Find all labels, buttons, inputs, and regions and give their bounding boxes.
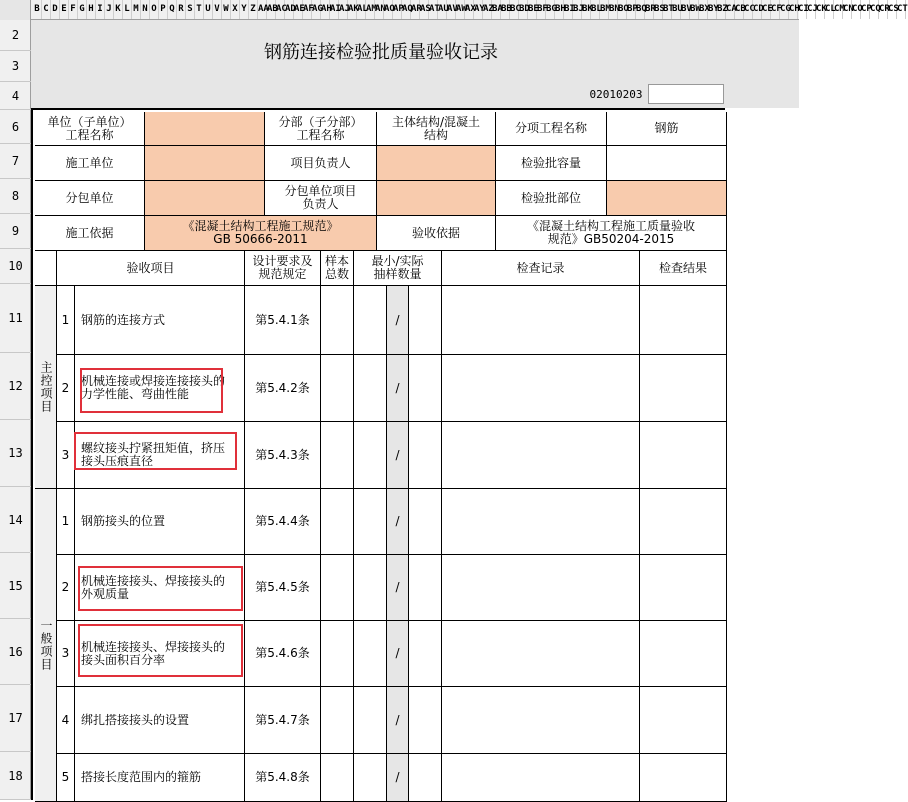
- check-result-cell[interactable]: [640, 489, 727, 555]
- column-letter[interactable]: W: [222, 0, 231, 19]
- inspection-item: 搭接长度范围内的箍筋: [75, 754, 245, 802]
- clause-ref: 第5.4.3条: [245, 422, 321, 489]
- column-letter[interactable]: AK: [348, 0, 357, 19]
- column-letter[interactable]: BJ: [573, 0, 582, 19]
- item-number: 4: [57, 687, 75, 754]
- row-number[interactable]: 14: [0, 487, 31, 553]
- check-result-cell[interactable]: [640, 687, 727, 754]
- column-letter[interactable]: BT: [663, 0, 672, 19]
- slash-separator: /: [387, 555, 409, 621]
- column-letter[interactable]: F: [69, 0, 78, 19]
- division-label: 分部（子分部） 工程名称: [265, 112, 377, 146]
- column-letter[interactable]: I: [96, 0, 105, 19]
- item-number: 3: [57, 422, 75, 489]
- column-letter[interactable]: CN: [843, 0, 852, 19]
- column-letter[interactable]: L: [123, 0, 132, 19]
- contractor-label: 施工单位: [35, 146, 145, 181]
- row-header-bar: [0, 20, 31, 800]
- column-letter[interactable]: CB: [735, 0, 744, 19]
- select-all-corner[interactable]: [0, 0, 31, 20]
- subitem-value[interactable]: 钢筋: [607, 112, 727, 146]
- column-letter[interactable]: AA: [258, 0, 267, 19]
- clause-ref: 第5.4.5条: [245, 555, 321, 621]
- row-number[interactable]: 3: [0, 51, 31, 82]
- row-number[interactable]: 10: [0, 249, 31, 284]
- group-main-control: 主控项目: [35, 286, 57, 489]
- column-letter[interactable]: BM: [600, 0, 609, 19]
- sample-total-cell[interactable]: [321, 555, 354, 621]
- group-header-blank: [35, 251, 57, 286]
- column-letter[interactable]: BX: [699, 0, 708, 19]
- column-letter[interactable]: BE: [528, 0, 537, 19]
- column-letter[interactable]: CC: [744, 0, 753, 19]
- inspection-sheet: [31, 108, 725, 800]
- check-result-cell[interactable]: [640, 286, 727, 355]
- group-general: 一般项目: [35, 489, 57, 802]
- column-letter[interactable]: BU: [672, 0, 681, 19]
- row-number[interactable]: 9: [0, 214, 31, 249]
- column-letter[interactable]: CI: [798, 0, 807, 19]
- sub-pm-label: 分包单位项目 负责人: [265, 181, 377, 216]
- record-code-input[interactable]: [648, 84, 724, 104]
- row-number[interactable]: 11: [0, 284, 31, 353]
- sample-total-cell[interactable]: [321, 489, 354, 555]
- check-record-cell[interactable]: [442, 555, 640, 621]
- min-sample-cell[interactable]: [354, 621, 387, 687]
- min-sample-cell[interactable]: [354, 754, 387, 802]
- record-code: 02010203: [589, 87, 643, 101]
- inspection-item: 机械连接接头、焊接接头的 外观质量: [75, 555, 245, 621]
- column-letter[interactable]: B: [33, 0, 42, 19]
- column-letter[interactable]: BI: [564, 0, 573, 19]
- col-head-sample-total: 样本 总数: [321, 251, 354, 286]
- column-letter[interactable]: CK: [816, 0, 825, 19]
- slash-separator: /: [387, 422, 409, 489]
- project-manager-value[interactable]: [377, 146, 496, 181]
- contractor-value[interactable]: [145, 146, 265, 181]
- column-letter[interactable]: BF: [537, 0, 546, 19]
- column-letter[interactable]: AT: [429, 0, 438, 19]
- min-sample-cell[interactable]: [354, 555, 387, 621]
- column-letter[interactable]: AG: [312, 0, 321, 19]
- sample-total-cell[interactable]: [321, 621, 354, 687]
- column-letter[interactable]: AP: [393, 0, 402, 19]
- column-letters[interactable]: [33, 0, 906, 20]
- inspection-item: 螺纹接头拧紧扭矩值，挤压 接头压痕直径: [75, 422, 245, 489]
- check-record-cell[interactable]: [442, 687, 640, 754]
- item-number: 2: [57, 555, 75, 621]
- column-letter[interactable]: CD: [753, 0, 762, 19]
- row-number[interactable]: 6: [0, 110, 31, 144]
- actual-sample-cell[interactable]: [409, 355, 442, 422]
- col-head-result: 检查结果: [640, 251, 727, 286]
- sample-total-cell[interactable]: [321, 687, 354, 754]
- column-letter[interactable]: P: [159, 0, 168, 19]
- column-letter[interactable]: C: [42, 0, 51, 19]
- page-title: 钢筋连接检验批质量验收记录: [264, 41, 498, 63]
- column-letter[interactable]: CR: [879, 0, 888, 19]
- column-letter[interactable]: BK: [582, 0, 591, 19]
- row-number[interactable]: 2: [0, 20, 31, 51]
- sub-pm-value[interactable]: [377, 181, 496, 216]
- clause-ref: 第5.4.8条: [245, 754, 321, 802]
- subitem-label: 分项工程名称: [496, 112, 607, 146]
- column-letter[interactable]: AE: [294, 0, 303, 19]
- clause-ref: 第5.4.1条: [245, 286, 321, 355]
- item-number: 3: [57, 621, 75, 687]
- row-number[interactable]: 7: [0, 144, 31, 179]
- col-head-record: 检查记录: [442, 251, 640, 286]
- column-letter[interactable]: CP: [861, 0, 870, 19]
- column-letter[interactable]: AD: [285, 0, 294, 19]
- col-head-design: 设计要求及 规范规定: [245, 251, 321, 286]
- min-sample-cell[interactable]: [354, 286, 387, 355]
- check-record-cell[interactable]: [442, 355, 640, 422]
- column-letter[interactable]: BN: [609, 0, 618, 19]
- column-letter[interactable]: AS: [420, 0, 429, 19]
- construction-basis-value[interactable]: 《混凝土结构工程施工规范》 GB 50666-2011: [145, 216, 377, 251]
- subcontractor-label: 分包单位: [35, 181, 145, 216]
- column-letter[interactable]: BQ: [636, 0, 645, 19]
- column-letter[interactable]: AF: [303, 0, 312, 19]
- slash-separator: /: [387, 621, 409, 687]
- acceptance-basis-label: 验收依据: [377, 216, 496, 251]
- row-number[interactable]: 16: [0, 619, 31, 685]
- slash-separator: /: [387, 687, 409, 754]
- column-letter[interactable]: D: [51, 0, 60, 19]
- column-letter[interactable]: U: [204, 0, 213, 19]
- column-letter[interactable]: BZ: [717, 0, 726, 19]
- column-letter[interactable]: BA: [492, 0, 501, 19]
- min-sample-cell[interactable]: [354, 355, 387, 422]
- column-letter[interactable]: AM: [366, 0, 375, 19]
- check-result-cell[interactable]: [640, 621, 727, 687]
- column-header-bar: [0, 0, 908, 20]
- row-number[interactable]: 15: [0, 553, 31, 619]
- actual-sample-cell[interactable]: [409, 687, 442, 754]
- subcontractor-value[interactable]: [145, 181, 265, 216]
- slash-separator: /: [387, 489, 409, 555]
- check-result-cell[interactable]: [640, 355, 727, 422]
- column-letter[interactable]: X: [231, 0, 240, 19]
- column-letter[interactable]: AH: [321, 0, 330, 19]
- unit-project-value[interactable]: [145, 112, 265, 146]
- column-letter[interactable]: BG: [546, 0, 555, 19]
- red-highlight-box: [78, 566, 243, 611]
- actual-sample-cell[interactable]: [409, 754, 442, 802]
- column-letter[interactable]: CM: [834, 0, 843, 19]
- project-manager-label: 项目负责人: [265, 146, 377, 181]
- row-number[interactable]: 4: [0, 82, 31, 110]
- column-letter[interactable]: CQ: [870, 0, 879, 19]
- check-record-cell[interactable]: [442, 754, 640, 802]
- row-number[interactable]: 18: [0, 752, 31, 800]
- column-letter[interactable]: CH: [789, 0, 798, 19]
- column-letter[interactable]: CL: [825, 0, 834, 19]
- column-letter[interactable]: AZ: [483, 0, 492, 19]
- column-letter[interactable]: J: [105, 0, 114, 19]
- column-letter[interactable]: CS: [888, 0, 897, 19]
- column-letter[interactable]: BO: [618, 0, 627, 19]
- column-letter[interactable]: BL: [591, 0, 600, 19]
- column-letter[interactable]: AW: [456, 0, 465, 19]
- clause-ref: 第5.4.4条: [245, 489, 321, 555]
- column-letter[interactable]: M: [132, 0, 141, 19]
- column-letter[interactable]: AB: [267, 0, 276, 19]
- min-sample-cell[interactable]: [354, 687, 387, 754]
- column-letter[interactable]: BB: [501, 0, 510, 19]
- row-number[interactable]: 13: [0, 420, 31, 487]
- column-letter[interactable]: Z: [249, 0, 258, 19]
- column-letter[interactable]: BY: [708, 0, 717, 19]
- column-letter[interactable]: AY: [474, 0, 483, 19]
- unit-project-label: 单位（子单位） 工程名称: [35, 112, 145, 146]
- red-highlight-box: [80, 368, 223, 413]
- column-letter[interactable]: AO: [384, 0, 393, 19]
- column-letter[interactable]: V: [213, 0, 222, 19]
- actual-sample-cell[interactable]: [409, 489, 442, 555]
- check-result-cell[interactable]: [640, 555, 727, 621]
- sample-total-cell[interactable]: [321, 422, 354, 489]
- column-letter[interactable]: N: [141, 0, 150, 19]
- row-number[interactable]: 17: [0, 685, 31, 752]
- inspection-item: 机械连接或焊接连接接头的 力学性能、弯曲性能: [75, 355, 245, 422]
- column-letter[interactable]: BP: [627, 0, 636, 19]
- inspection-item: 机械连接接头、焊接接头的 接头面积百分率: [75, 621, 245, 687]
- column-letter[interactable]: AI: [330, 0, 339, 19]
- inspection-item: 钢筋接头的位置: [75, 489, 245, 555]
- inspection-item: 绑扎搭接接头的设置: [75, 687, 245, 754]
- column-letter[interactable]: Y: [240, 0, 249, 19]
- slash-separator: /: [387, 754, 409, 802]
- column-letter[interactable]: BC: [510, 0, 519, 19]
- column-letter[interactable]: BS: [654, 0, 663, 19]
- division-value[interactable]: 主体结构/混凝土 结构: [377, 112, 496, 146]
- row-number[interactable]: 12: [0, 353, 31, 420]
- column-letter[interactable]: AC: [276, 0, 285, 19]
- item-number: 5: [57, 754, 75, 802]
- item-number: 1: [57, 286, 75, 355]
- column-letter[interactable]: CT: [897, 0, 906, 19]
- red-highlight-box: [78, 624, 243, 677]
- actual-sample-cell[interactable]: [409, 621, 442, 687]
- check-record-cell[interactable]: [442, 621, 640, 687]
- lot-capacity-value[interactable]: [607, 146, 727, 181]
- column-letter[interactable]: AN: [375, 0, 384, 19]
- column-letter[interactable]: BH: [555, 0, 564, 19]
- check-record-cell[interactable]: [442, 489, 640, 555]
- slash-separator: /: [387, 286, 409, 355]
- column-letter[interactable]: O: [150, 0, 159, 19]
- column-letter[interactable]: T: [195, 0, 204, 19]
- column-letter[interactable]: Q: [168, 0, 177, 19]
- construction-basis-label: 施工依据: [35, 216, 145, 251]
- lot-capacity-label: 检验批容量: [496, 146, 607, 181]
- column-letter[interactable]: K: [114, 0, 123, 19]
- column-letter[interactable]: AJ: [339, 0, 348, 19]
- column-letter[interactable]: R: [177, 0, 186, 19]
- sample-total-cell[interactable]: [321, 355, 354, 422]
- column-letter[interactable]: BD: [519, 0, 528, 19]
- check-record-cell[interactable]: [442, 422, 640, 489]
- column-letter[interactable]: AL: [357, 0, 366, 19]
- slash-separator: /: [387, 355, 409, 422]
- column-letter[interactable]: CF: [771, 0, 780, 19]
- check-result-cell[interactable]: [640, 422, 727, 489]
- item-number: 1: [57, 489, 75, 555]
- check-result-cell[interactable]: [640, 754, 727, 802]
- min-sample-cell[interactable]: [354, 489, 387, 555]
- clause-ref: 第5.4.6条: [245, 621, 321, 687]
- column-letter[interactable]: H: [87, 0, 96, 19]
- column-letter[interactable]: CG: [780, 0, 789, 19]
- row-number[interactable]: 8: [0, 179, 31, 214]
- item-number: 2: [57, 355, 75, 422]
- actual-sample-cell[interactable]: [409, 286, 442, 355]
- check-record-cell[interactable]: [442, 286, 640, 355]
- lot-part-label: 检验批部位: [496, 181, 607, 216]
- inspection-item: 钢筋的连接方式: [75, 286, 245, 355]
- column-letter[interactable]: AQ: [402, 0, 411, 19]
- column-letter[interactable]: AV: [447, 0, 456, 19]
- column-letter[interactable]: BV: [681, 0, 690, 19]
- column-letter[interactable]: S: [186, 0, 195, 19]
- column-letter[interactable]: CE: [762, 0, 771, 19]
- sample-total-cell[interactable]: [321, 286, 354, 355]
- actual-sample-cell[interactable]: [409, 422, 442, 489]
- red-highlight-box: [74, 432, 237, 470]
- column-letter[interactable]: E: [60, 0, 69, 19]
- column-letter[interactable]: AU: [438, 0, 447, 19]
- column-letter[interactable]: CA: [726, 0, 735, 19]
- lot-part-value[interactable]: [607, 181, 727, 216]
- col-head-item: 验收项目: [57, 251, 245, 286]
- column-letter[interactable]: AR: [411, 0, 420, 19]
- column-letter[interactable]: BR: [645, 0, 654, 19]
- column-letter[interactable]: CO: [852, 0, 861, 19]
- column-letter[interactable]: BW: [690, 0, 699, 19]
- column-letter[interactable]: CJ: [807, 0, 816, 19]
- column-letter[interactable]: G: [78, 0, 87, 19]
- actual-sample-cell[interactable]: [409, 555, 442, 621]
- sample-total-cell[interactable]: [321, 754, 354, 802]
- clause-ref: 第5.4.7条: [245, 687, 321, 754]
- min-sample-cell[interactable]: [354, 422, 387, 489]
- acceptance-basis-value[interactable]: 《混凝土结构工程施工质量验收 规范》GB50204-2015: [496, 216, 727, 251]
- column-letter[interactable]: AX: [465, 0, 474, 19]
- col-head-min-actual: 最小/实际 抽样数量: [354, 251, 442, 286]
- clause-ref: 第5.4.2条: [245, 355, 321, 422]
